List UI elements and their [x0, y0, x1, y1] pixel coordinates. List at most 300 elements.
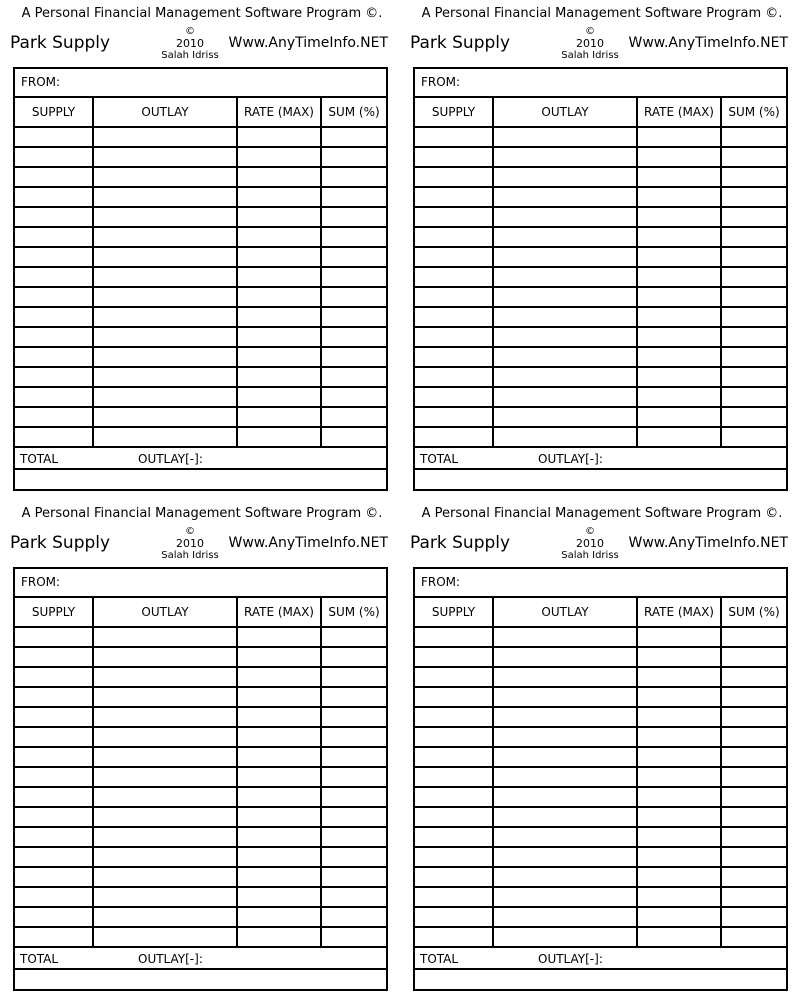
rate-cell[interactable] — [637, 927, 721, 947]
rate-cell[interactable] — [237, 727, 321, 747]
supply-cell[interactable] — [415, 407, 493, 427]
outlay-cell[interactable] — [493, 787, 637, 807]
supply-cell[interactable] — [15, 167, 93, 187]
rate-cell[interactable] — [637, 407, 721, 427]
ledger-row — [415, 167, 786, 187]
outlay-cell[interactable] — [493, 427, 637, 447]
rate-cell[interactable] — [237, 647, 321, 667]
copyright-block — [550, 526, 630, 562]
outlay-cell[interactable] — [93, 627, 237, 647]
supply-cell[interactable] — [15, 827, 93, 847]
rate-cell[interactable] — [237, 247, 321, 267]
outlay-cell[interactable] — [493, 767, 637, 787]
copyright-author: Salah Idriss — [561, 50, 619, 61]
supply-cell[interactable] — [15, 267, 93, 287]
from-label: FROM: — [421, 575, 461, 589]
rate-cell[interactable] — [637, 387, 721, 407]
outlay-cell[interactable] — [493, 227, 637, 247]
supply-cell[interactable] — [415, 667, 493, 687]
outlay-cell[interactable] — [93, 667, 237, 687]
ledger-form — [13, 67, 388, 491]
sum-cell[interactable] — [321, 747, 386, 767]
supply-cell[interactable] — [415, 267, 493, 287]
ledger-form — [413, 67, 788, 491]
brand-title: Park Supply — [10, 33, 111, 53]
outlay-cell[interactable] — [493, 287, 637, 307]
outlay-cell[interactable] — [493, 707, 637, 727]
supply-cell[interactable] — [15, 147, 93, 167]
supply-cell[interactable] — [15, 627, 93, 647]
sum-cell[interactable] — [321, 267, 386, 287]
rate-cell[interactable] — [237, 267, 321, 287]
rate-cell[interactable] — [637, 367, 721, 387]
sum-cell[interactable] — [321, 327, 386, 347]
supply-cell[interactable] — [415, 287, 493, 307]
outlay-cell[interactable] — [93, 747, 237, 767]
sum-cell[interactable] — [721, 167, 786, 187]
supply-cell[interactable] — [15, 287, 93, 307]
outlay-cell[interactable] — [493, 887, 637, 907]
supply-cell[interactable] — [415, 427, 493, 447]
supply-cell[interactable] — [415, 827, 493, 847]
outlay-cell[interactable] — [93, 247, 237, 267]
sum-cell[interactable] — [721, 307, 786, 327]
sum-cell[interactable] — [721, 267, 786, 287]
budget-panel-bottom-right — [400, 500, 790, 1000]
rate-cell[interactable] — [637, 787, 721, 807]
column-header-supply: SUPPLY — [415, 98, 493, 127]
outlay-cell[interactable] — [493, 387, 637, 407]
outlay-cell[interactable] — [493, 247, 637, 267]
sum-cell[interactable] — [721, 227, 786, 247]
ledger-row — [15, 907, 386, 927]
sum-cell[interactable] — [321, 647, 386, 667]
rate-cell[interactable] — [637, 647, 721, 667]
ledger-row — [15, 227, 386, 247]
supply-cell[interactable] — [415, 807, 493, 827]
rate-cell[interactable] — [237, 787, 321, 807]
supply-cell[interactable] — [415, 187, 493, 207]
outlay-cell[interactable] — [93, 787, 237, 807]
rate-cell[interactable] — [637, 187, 721, 207]
outlay-cell[interactable] — [93, 267, 237, 287]
total-label: TOTAL — [20, 952, 59, 966]
ledger-body — [415, 127, 786, 447]
rate-cell[interactable] — [237, 627, 321, 647]
supply-cell[interactable] — [415, 907, 493, 927]
outlay-cell[interactable] — [93, 327, 237, 347]
outlay-cell[interactable] — [493, 407, 637, 427]
outlay-cell[interactable] — [93, 287, 237, 307]
sum-cell[interactable] — [721, 927, 786, 947]
supply-cell[interactable] — [15, 687, 93, 707]
sum-cell[interactable] — [321, 767, 386, 787]
supply-cell[interactable] — [15, 807, 93, 827]
supply-cell[interactable] — [415, 307, 493, 327]
rate-cell[interactable] — [637, 147, 721, 167]
supply-cell[interactable] — [15, 187, 93, 207]
program-tagline: A Personal Financial Management Software Program ©. — [421, 6, 783, 21]
ledger-row — [415, 767, 786, 787]
outlay-cell[interactable] — [493, 167, 637, 187]
rate-cell[interactable] — [637, 427, 721, 447]
sum-cell[interactable] — [721, 867, 786, 887]
outlay-cell[interactable] — [93, 727, 237, 747]
ledger-table — [15, 98, 386, 448]
rate-cell[interactable] — [637, 227, 721, 247]
supply-cell[interactable] — [15, 307, 93, 327]
supply-cell[interactable] — [415, 167, 493, 187]
sum-cell[interactable] — [721, 187, 786, 207]
supply-cell[interactable] — [415, 207, 493, 227]
supply-cell[interactable] — [15, 727, 93, 747]
sum-cell[interactable] — [721, 147, 786, 167]
total-label: TOTAL — [420, 452, 459, 466]
sum-cell[interactable] — [721, 667, 786, 687]
outlay-total-label: OUTLAY[-]: — [138, 452, 203, 466]
outlay-cell[interactable] — [93, 347, 237, 367]
rate-cell[interactable] — [237, 147, 321, 167]
rate-cell[interactable] — [237, 127, 321, 147]
sum-cell[interactable] — [321, 127, 386, 147]
sum-cell[interactable] — [321, 287, 386, 307]
supply-cell[interactable] — [415, 127, 493, 147]
sum-cell[interactable] — [721, 247, 786, 267]
rate-cell[interactable] — [637, 847, 721, 867]
rate-cell[interactable] — [637, 907, 721, 927]
column-header-outlay: OUTLAY — [493, 98, 637, 127]
sum-cell[interactable] — [321, 887, 386, 907]
supply-cell[interactable] — [415, 627, 493, 647]
ledger-row — [15, 887, 386, 907]
rate-cell[interactable] — [637, 707, 721, 727]
sum-cell[interactable] — [321, 687, 386, 707]
sum-cell[interactable] — [721, 707, 786, 727]
ledger-row — [15, 827, 386, 847]
rate-cell[interactable] — [237, 167, 321, 187]
ledger-row — [415, 347, 786, 367]
supply-cell[interactable] — [15, 907, 93, 927]
outlay-cell[interactable] — [93, 687, 237, 707]
rate-cell[interactable] — [237, 307, 321, 327]
outlay-cell[interactable] — [93, 647, 237, 667]
supply-cell[interactable] — [15, 767, 93, 787]
outlay-cell[interactable] — [93, 227, 237, 247]
rate-cell[interactable] — [237, 847, 321, 867]
outlay-cell[interactable] — [93, 827, 237, 847]
supply-cell[interactable] — [415, 867, 493, 887]
supply-cell[interactable] — [15, 327, 93, 347]
sum-cell[interactable] — [721, 287, 786, 307]
rate-cell[interactable] — [637, 747, 721, 767]
rate-cell[interactable] — [637, 247, 721, 267]
sum-cell[interactable] — [721, 687, 786, 707]
outlay-cell[interactable] — [493, 347, 637, 367]
supply-cell[interactable] — [415, 687, 493, 707]
sum-cell[interactable] — [721, 407, 786, 427]
rate-cell[interactable] — [237, 807, 321, 827]
ledger-row — [415, 627, 786, 647]
column-header-rate: RATE (MAX) — [237, 98, 321, 127]
rate-cell[interactable] — [637, 347, 721, 367]
outlay-cell[interactable] — [493, 667, 637, 687]
sum-cell[interactable] — [721, 367, 786, 387]
sum-cell[interactable] — [321, 167, 386, 187]
sum-cell[interactable] — [321, 227, 386, 247]
supply-cell[interactable] — [15, 847, 93, 867]
outlay-cell[interactable] — [93, 887, 237, 907]
supply-cell[interactable] — [15, 887, 93, 907]
rate-cell[interactable] — [237, 667, 321, 687]
rate-cell[interactable] — [237, 347, 321, 367]
outlay-cell[interactable] — [93, 407, 237, 427]
supply-cell[interactable] — [15, 927, 93, 947]
outlay-cell[interactable] — [493, 687, 637, 707]
outlay-cell[interactable] — [493, 807, 637, 827]
supply-cell[interactable] — [415, 347, 493, 367]
sum-cell[interactable] — [721, 767, 786, 787]
rate-cell[interactable] — [637, 887, 721, 907]
sum-cell[interactable] — [721, 427, 786, 447]
outlay-cell[interactable] — [93, 867, 237, 887]
outlay-cell[interactable] — [493, 627, 637, 647]
rate-cell[interactable] — [637, 807, 721, 827]
from-row — [415, 69, 786, 98]
rate-cell[interactable] — [237, 867, 321, 887]
outlay-cell[interactable] — [93, 927, 237, 947]
rate-cell[interactable] — [637, 867, 721, 887]
outlay-cell[interactable] — [493, 647, 637, 667]
outlay-cell[interactable] — [493, 747, 637, 767]
outlay-cell[interactable] — [493, 307, 637, 327]
sum-cell[interactable] — [321, 187, 386, 207]
rate-cell[interactable] — [237, 687, 321, 707]
rate-cell[interactable] — [237, 387, 321, 407]
supply-cell[interactable] — [15, 747, 93, 767]
supply-cell[interactable] — [415, 927, 493, 947]
outlay-cell[interactable] — [493, 187, 637, 207]
outlay-cell[interactable] — [493, 727, 637, 747]
supply-cell[interactable] — [415, 647, 493, 667]
sum-cell[interactable] — [721, 807, 786, 827]
sum-cell[interactable] — [721, 727, 786, 747]
rate-cell[interactable] — [637, 767, 721, 787]
ledger-row — [415, 707, 786, 727]
sum-cell[interactable] — [321, 247, 386, 267]
outlay-cell[interactable] — [93, 707, 237, 727]
ledger-row — [415, 267, 786, 287]
sum-cell[interactable] — [321, 387, 386, 407]
sum-cell[interactable] — [721, 887, 786, 907]
sum-cell[interactable] — [721, 847, 786, 867]
outlay-cell[interactable] — [493, 927, 637, 947]
sum-cell[interactable] — [321, 907, 386, 927]
rate-cell[interactable] — [637, 327, 721, 347]
rate-cell[interactable] — [637, 727, 721, 747]
sum-cell[interactable] — [721, 627, 786, 647]
supply-cell[interactable] — [415, 727, 493, 747]
column-header-sum: SUM (%) — [321, 598, 386, 627]
sum-cell[interactable] — [721, 787, 786, 807]
rate-cell[interactable] — [237, 767, 321, 787]
outlay-cell[interactable] — [493, 267, 637, 287]
rate-cell[interactable] — [637, 207, 721, 227]
outlay-cell[interactable] — [493, 327, 637, 347]
outlay-cell[interactable] — [93, 187, 237, 207]
supply-cell[interactable] — [15, 207, 93, 227]
rate-cell[interactable] — [237, 927, 321, 947]
rate-cell[interactable] — [237, 227, 321, 247]
outlay-cell[interactable] — [493, 367, 637, 387]
sum-cell[interactable] — [721, 827, 786, 847]
budget-panel-top-right — [400, 0, 790, 500]
rate-cell[interactable] — [637, 667, 721, 687]
rate-cell[interactable] — [637, 267, 721, 287]
rate-cell[interactable] — [237, 887, 321, 907]
ledger-table — [415, 598, 786, 948]
supply-cell[interactable] — [415, 767, 493, 787]
sum-cell[interactable] — [321, 347, 386, 367]
supply-cell[interactable] — [15, 227, 93, 247]
supply-cell[interactable] — [415, 367, 493, 387]
rate-cell[interactable] — [237, 707, 321, 727]
outlay-cell[interactable] — [93, 127, 237, 147]
supply-cell[interactable] — [15, 387, 93, 407]
supply-cell[interactable] — [415, 247, 493, 267]
supply-cell[interactable] — [15, 787, 93, 807]
sum-cell[interactable] — [721, 647, 786, 667]
outlay-cell[interactable] — [493, 207, 637, 227]
supply-cell[interactable] — [15, 347, 93, 367]
rate-cell[interactable] — [237, 427, 321, 447]
sum-cell[interactable] — [721, 207, 786, 227]
rate-cell[interactable] — [237, 207, 321, 227]
ledger-row — [415, 867, 786, 887]
supply-cell[interactable] — [415, 887, 493, 907]
rate-cell[interactable] — [637, 627, 721, 647]
outlay-cell[interactable] — [93, 307, 237, 327]
ledger-row — [415, 667, 786, 687]
rate-cell[interactable] — [237, 287, 321, 307]
sum-cell[interactable] — [721, 347, 786, 367]
ledger-row — [415, 787, 786, 807]
copyright-year: 2010 — [576, 37, 604, 50]
rate-cell[interactable] — [237, 407, 321, 427]
rate-cell[interactable] — [237, 367, 321, 387]
ledger-row — [15, 787, 386, 807]
rate-cell[interactable] — [637, 827, 721, 847]
sum-cell[interactable] — [321, 707, 386, 727]
ledger-row — [15, 407, 386, 427]
sum-cell[interactable] — [321, 807, 386, 827]
sum-cell[interactable] — [321, 867, 386, 887]
rate-cell[interactable] — [637, 687, 721, 707]
supply-cell[interactable] — [415, 147, 493, 167]
rate-cell[interactable] — [637, 167, 721, 187]
sum-cell[interactable] — [721, 907, 786, 927]
rate-cell[interactable] — [237, 747, 321, 767]
supply-cell[interactable] — [415, 387, 493, 407]
outlay-cell[interactable] — [93, 367, 237, 387]
sum-cell[interactable] — [321, 307, 386, 327]
supply-cell[interactable] — [415, 227, 493, 247]
supply-cell[interactable] — [15, 407, 93, 427]
outlay-cell[interactable] — [493, 127, 637, 147]
outlay-cell[interactable] — [93, 147, 237, 167]
sum-cell[interactable] — [721, 387, 786, 407]
supply-cell[interactable] — [15, 427, 93, 447]
sum-cell[interactable] — [321, 627, 386, 647]
outlay-cell[interactable] — [93, 167, 237, 187]
supply-cell[interactable] — [415, 847, 493, 867]
ledger-row — [15, 287, 386, 307]
sum-cell[interactable] — [321, 727, 386, 747]
sum-cell[interactable] — [321, 427, 386, 447]
supply-cell[interactable] — [415, 327, 493, 347]
outlay-cell[interactable] — [493, 907, 637, 927]
sum-cell[interactable] — [321, 147, 386, 167]
total-row — [415, 450, 786, 470]
supply-cell[interactable] — [415, 707, 493, 727]
sum-cell[interactable] — [321, 847, 386, 867]
outlay-cell[interactable] — [493, 147, 637, 167]
supply-cell[interactable] — [15, 127, 93, 147]
sum-cell[interactable] — [721, 127, 786, 147]
outlay-cell[interactable] — [93, 767, 237, 787]
ledger-row — [15, 207, 386, 227]
ledger-row — [415, 887, 786, 907]
supply-cell[interactable] — [415, 787, 493, 807]
outlay-cell[interactable] — [493, 827, 637, 847]
supply-cell[interactable] — [15, 707, 93, 727]
outlay-cell[interactable] — [93, 807, 237, 827]
sum-cell[interactable] — [321, 207, 386, 227]
rate-cell[interactable] — [237, 827, 321, 847]
rate-cell[interactable] — [637, 307, 721, 327]
sum-cell[interactable] — [321, 927, 386, 947]
outlay-cell[interactable] — [93, 207, 237, 227]
outlay-cell[interactable] — [93, 847, 237, 867]
rate-cell[interactable] — [237, 327, 321, 347]
ledger-row — [415, 927, 786, 947]
outlay-cell[interactable] — [93, 427, 237, 447]
outlay-cell[interactable] — [93, 907, 237, 927]
supply-cell[interactable] — [15, 647, 93, 667]
budget-panel-top-left — [0, 0, 390, 500]
ledger-table — [15, 598, 386, 948]
sum-cell[interactable] — [721, 747, 786, 767]
sum-cell[interactable] — [321, 667, 386, 687]
outlay-cell[interactable] — [93, 387, 237, 407]
outlay-cell[interactable] — [493, 867, 637, 887]
supply-cell[interactable] — [15, 367, 93, 387]
rate-cell[interactable] — [237, 907, 321, 927]
rate-cell[interactable] — [637, 127, 721, 147]
sum-cell[interactable] — [321, 367, 386, 387]
supply-cell[interactable] — [15, 867, 93, 887]
supply-cell[interactable] — [15, 247, 93, 267]
supply-cell[interactable] — [15, 667, 93, 687]
rate-cell[interactable] — [637, 287, 721, 307]
rate-cell[interactable] — [237, 187, 321, 207]
sum-cell[interactable] — [321, 827, 386, 847]
outlay-cell[interactable] — [493, 847, 637, 867]
sum-cell[interactable] — [321, 407, 386, 427]
ledger-header-row — [415, 98, 786, 127]
sum-cell[interactable] — [721, 327, 786, 347]
sum-cell[interactable] — [321, 787, 386, 807]
supply-cell[interactable] — [415, 747, 493, 767]
